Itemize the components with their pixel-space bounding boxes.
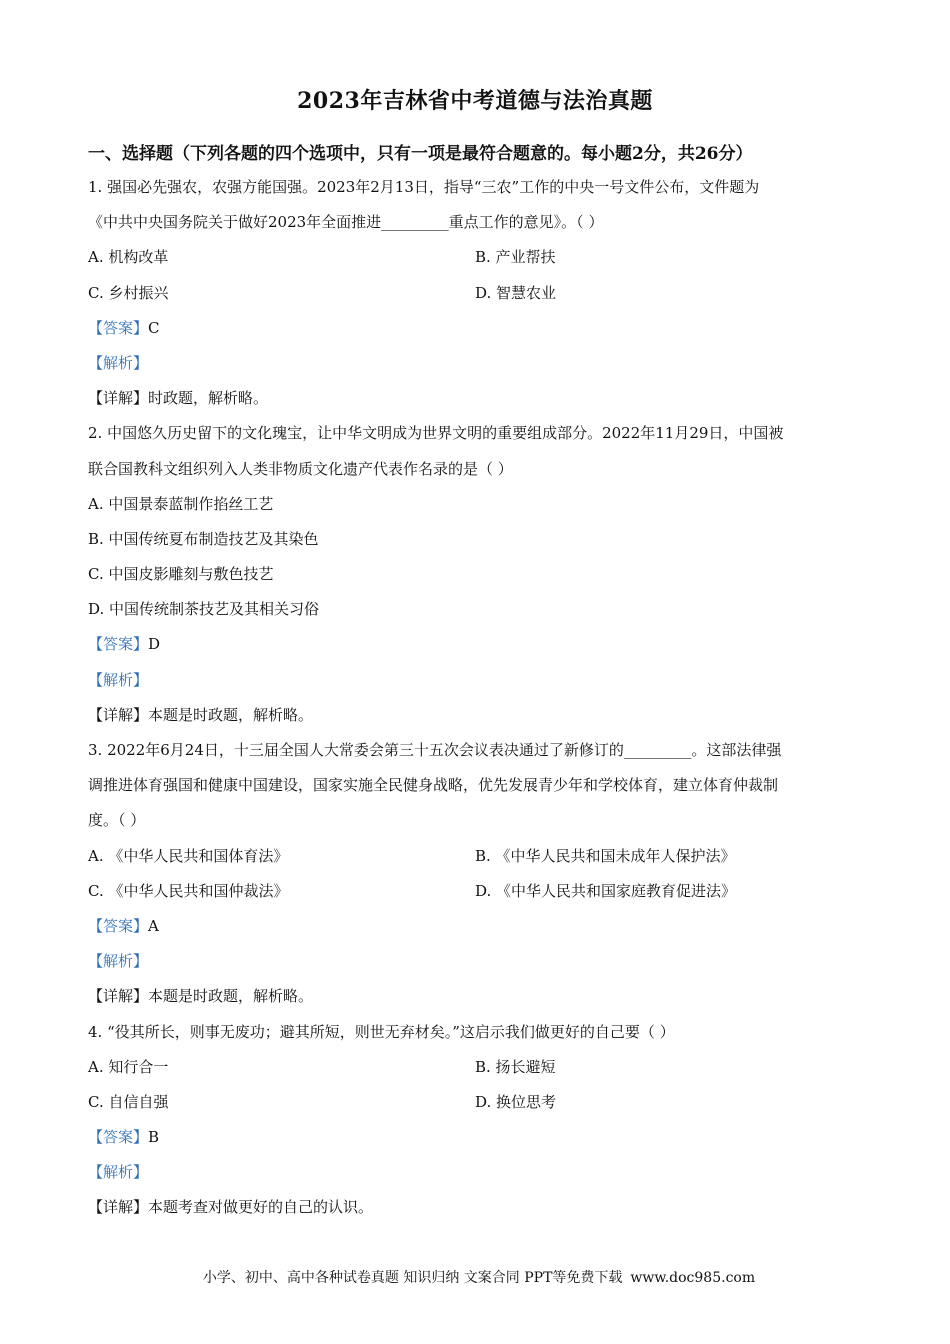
question-2-option-b: B. 中国传统夏布制造技艺及其染色 [88, 529, 319, 548]
questions-content [88, 172, 868, 1228]
question-4-option-a: A. 知行合一 [88, 1057, 169, 1076]
question-2-option-d: D. 中国传统制茶技艺及其相关习俗 [88, 600, 320, 619]
question-3-analysis [88, 946, 868, 981]
question-3-option-b: B. 《中华人民共和国未成年人保护法》 [475, 846, 736, 865]
question-4-options-row-1 [88, 1052, 868, 1087]
answer-label: 【答案】 [88, 1128, 149, 1147]
question-1-answer [88, 313, 868, 348]
detail-label: 【详解】 [88, 987, 149, 1006]
question-3-detail [88, 981, 868, 1016]
answer-value: B [148, 1128, 160, 1147]
question-4-analysis [88, 1157, 868, 1192]
question-1-stem-line-2: 《中共中央国务院关于做好2023年全面推进_________重点工作的意见》。（ ） [88, 213, 604, 232]
question-3-options-row-1 [88, 841, 868, 876]
question-4-detail [88, 1192, 868, 1227]
analysis-label: 【解析】 [88, 952, 149, 971]
question-4-stem-line-1: 4. “役其所长，则事无废功；避其所短，则世无弃材矣。”这启示我们做更好的自己要（ ） [88, 1022, 675, 1041]
answer-label: 【答案】 [88, 635, 149, 654]
detail-text: 本题是时政题，解析略。 [148, 987, 314, 1006]
question-3-option-c: C. 《中华人民共和国仲裁法》 [88, 881, 289, 900]
question-2-option-c: C. 中国皮影雕刻与敷色技艺 [88, 565, 274, 584]
section-heading: 一、选择题（下列各题的四个选项中，只有一项是最符合题意的。每小题2分，共26分） [88, 144, 753, 164]
question-3-answer [88, 911, 868, 946]
question-1-option-d: D. 智慧农业 [475, 283, 557, 302]
question-1-option-a: A. 机构改革 [88, 248, 169, 267]
question-4-option-c: C. 自信自强 [88, 1092, 169, 1111]
question-1-option-c: C. 乡村振兴 [88, 283, 169, 302]
analysis-label: 【解析】 [88, 670, 149, 689]
question-4-option-d: D. 换位思考 [475, 1092, 557, 1111]
question-4-option-b: B. 扬长避短 [475, 1057, 556, 1076]
question-3-options-row-2 [88, 876, 868, 911]
detail-label: 【详解】 [88, 705, 149, 724]
footer-text: 小学、初中、高中各种试卷真题 知识归纳 文案合同 PPT等免费下载 [202, 1270, 623, 1286]
detail-text: 本题是时政题，解析略。 [148, 705, 314, 724]
question-1-detail [88, 383, 868, 418]
question-1-options-row-2 [88, 278, 868, 313]
question-2-analysis [88, 665, 868, 700]
question-2-stem-line-2: 联合国教科文组织列入人类非物质文化遗产代表作名录的是（ ） [88, 459, 513, 478]
footer-url[interactable]: www.doc985.com [630, 1270, 756, 1286]
question-1-analysis [88, 348, 868, 383]
detail-text: 时政题，解析略。 [148, 389, 269, 408]
answer-value: A [148, 916, 159, 935]
question-4-options-row-2 [88, 1087, 868, 1122]
question-2-answer [88, 629, 868, 664]
answer-label: 【答案】 [88, 916, 149, 935]
question-1-stem-line-1: 1. 强国必先强农，农强方能国强。2023年2月13日，指导“三农”工作的中央一号文件公布，文件题为 [88, 178, 760, 196]
question-3-stem-line-1: 3. 2022年6月24日，十三届全国人大常委会第三十五次会议表决通过了新修订的_________。这部法律强 [88, 741, 782, 759]
question-3-option-a: A. 《中华人民共和国体育法》 [88, 846, 289, 865]
analysis-label: 【解析】 [88, 353, 149, 372]
question-3-stem-line-3: 度。（ ） [88, 811, 146, 830]
analysis-label: 【解析】 [88, 1163, 149, 1182]
question-1-option-b: B. 产业帮扶 [475, 248, 556, 267]
answer-value: D [148, 635, 161, 654]
detail-label: 【详解】 [88, 389, 149, 408]
question-3-stem-line-2: 调推进体育强国和健康中国建设，国家实施全民健身战略，优先发展青少年和学校体育，建立体育仲裁制 [88, 776, 779, 795]
question-4-answer [88, 1122, 868, 1157]
question-2-detail [88, 700, 868, 735]
detail-text: 本题考查对做更好的自己的认识。 [148, 1198, 374, 1217]
question-2-option-a: A. 中国景泰蓝制作掐丝工艺 [88, 494, 274, 513]
question-2-stem-line-1: 2. 中国悠久历史留下的文化瑰宝，让中华文明成为世界文明的重要组成部分。2022年11月29日，中国被 [88, 424, 784, 443]
page-footer [0, 1267, 950, 1287]
detail-label: 【详解】 [88, 1198, 149, 1217]
question-3-option-d: D. 《中华人民共和国家庭教育促进法》 [475, 881, 737, 900]
question-1-options-row-1 [88, 242, 868, 277]
answer-label: 【答案】 [88, 318, 149, 337]
page-title: 2023年吉林省中考道德与法治真题 [297, 88, 653, 114]
answer-value: C [148, 318, 160, 337]
